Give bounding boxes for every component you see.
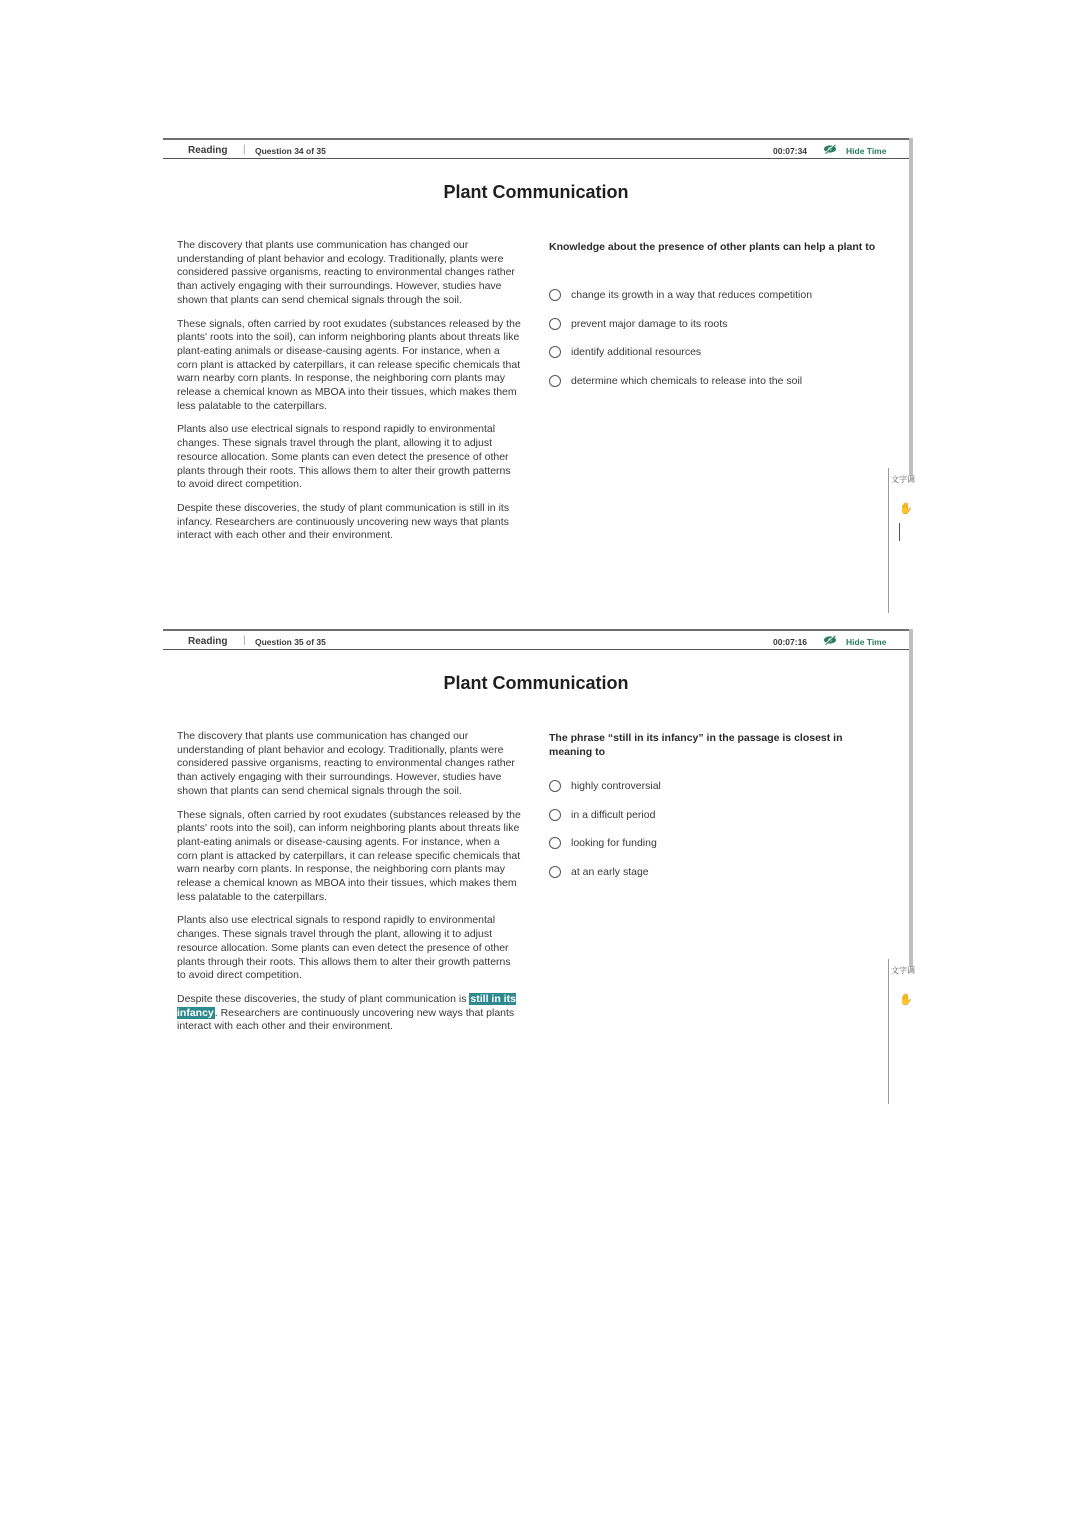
answer-option-label: determine which chemicals to release into the soil (571, 375, 803, 388)
radio-button[interactable] (549, 780, 561, 792)
question-screen-34 (163, 138, 913, 614)
text-cursor (899, 523, 900, 541)
radio-button[interactable] (549, 289, 561, 301)
eye-slash-icon[interactable] (823, 144, 837, 154)
scrollbar[interactable] (909, 629, 913, 967)
answer-option-label: looking for funding (571, 837, 657, 850)
answer-option[interactable] (549, 772, 889, 801)
passage-paragraph (177, 993, 522, 1034)
question-counter: Question 35 of 35 (255, 637, 326, 647)
answer-option[interactable] (549, 858, 889, 887)
answer-option[interactable] (549, 281, 889, 310)
question-prompt: The phrase “still in its infancy” in the passage is closest in meaning to (549, 732, 843, 758)
answer-option[interactable] (549, 829, 889, 858)
hide-time-button[interactable]: Hide Time (846, 146, 887, 156)
passage-paragraph: The discovery that plants use communication has changed our understanding of plant behavior and ecology. Traditionally, plants were considered passive organisms, reacting to environmental changes rather than actively engaging with their surroundings. However, studies have shown that plants can send chemical signals through the soil. (177, 730, 515, 797)
section-label: Reading (188, 145, 228, 156)
passage-paragraph: The discovery that plants use communication has changed our understanding of plant behavior and ecology. Traditionally, plants were considered passive organisms, reacting to environmental changes rather than actively engaging with their surroundings. However, studies have shown that plants can send chemical signals through the soil. (177, 239, 515, 306)
radio-button[interactable] (549, 375, 561, 387)
answer-option[interactable] (549, 801, 889, 830)
top-bar (163, 631, 909, 650)
answer-option-label: prevent major damage to its roots (571, 317, 728, 330)
passage-text: Despite these discoveries, the study of plant communication is (177, 992, 470, 1005)
hand-icon[interactable]: ✋ (899, 502, 913, 515)
answer-option[interactable] (549, 310, 889, 339)
top-bar (163, 140, 909, 159)
passage-paragraph: Despite these discoveries, the study of plant communication is still in its infancy. Researchers are continuously uncovering new ways that plants interact with each other and their environment. (177, 501, 510, 542)
passage-text: . Researchers are continuously uncovering new ways that plants interact with each other and their environment. (177, 1006, 515, 1033)
answer-options (549, 281, 889, 395)
passage-paragraph: These signals, often carried by root exudates (substances released by the plants' roots into the soil), can inform neighboring plants about threats like plant-eating animals or disease-causing agents. For instance, when a corn plant is attacked by caterpillars, it can release specific chemicals that warn nearby corn plants. In response, the neighboring corn plants may release a chemical known as MBOA into their tissues, which makes them less palatable to the caterpillars. (177, 317, 521, 412)
answer-option-label: change its growth in a way that reduces competition (571, 289, 813, 302)
passage-paragraph: Plants also use electrical signals to respond rapidly to environmental changes. These signals travel through the plant, allowing it to adjust resource allocation. Some plants can even detect the presence of other plants through their roots. This allows them to alter their growth patterns to avoid direct competition. (177, 914, 511, 982)
eye-slash-icon[interactable] (823, 635, 837, 645)
passage-title: Plant Communication (443, 182, 629, 202)
passage-title: Plant Communication (443, 673, 629, 693)
answer-option-label: in a difficult period (571, 808, 656, 821)
passage-paragraph: Plants also use electrical signals to respond rapidly to environmental changes. These signals travel through the plant, allowing it to adjust resource allocation. Some plants can even detect the presence of other plants through their roots. This allows them to alter their growth patterns to avoid direct competition. (177, 423, 511, 491)
scrollbar[interactable] (909, 138, 913, 476)
passage-paragraph: These signals, often carried by root exudates (substances released by the plants' roots into the soil), can inform neighboring plants about threats like plant-eating animals or disease-causing agents. For instance, when a corn plant is attacked by caterpillars, it can release specific chemicals that warn nearby corn plants. In response, the neighboring corn plants may release a chemical known as MBOA into their tissues, which makes them less palatable to the caterpillars. (177, 808, 521, 903)
answer-option[interactable] (549, 367, 889, 396)
answer-option[interactable] (549, 338, 889, 367)
radio-button[interactable] (549, 809, 561, 821)
timer: 00:07:34 (773, 146, 808, 156)
hide-time-button[interactable]: Hide Time (846, 637, 887, 647)
radio-button[interactable] (549, 318, 561, 330)
radio-button[interactable] (549, 866, 561, 878)
side-toolbar (888, 959, 917, 1104)
separator: | (243, 144, 246, 155)
text-tool-button[interactable]: 文字调 (891, 475, 915, 484)
question-prompt: Knowledge about the presence of other plants can help a plant to (549, 241, 876, 253)
highlighted-phrase: still in its infancy (177, 992, 516, 1019)
timer: 00:07:16 (773, 637, 808, 647)
radio-button[interactable] (549, 346, 561, 358)
answer-option-label: identify additional resources (571, 346, 702, 359)
separator: | (243, 635, 246, 646)
hand-icon[interactable]: ✋ (899, 993, 913, 1006)
reading-passage (177, 239, 522, 553)
answer-option-label: highly controversial (571, 780, 661, 793)
answer-option-label: at an early stage (571, 866, 649, 879)
side-toolbar (888, 468, 917, 613)
answer-options (549, 772, 889, 886)
reading-passage (177, 730, 522, 1044)
question-counter: Question 34 of 35 (255, 146, 326, 156)
question-screen-35 (163, 629, 913, 1105)
text-tool-button[interactable]: 文字调 (891, 966, 915, 975)
radio-button[interactable] (549, 837, 561, 849)
section-label: Reading (188, 636, 228, 647)
